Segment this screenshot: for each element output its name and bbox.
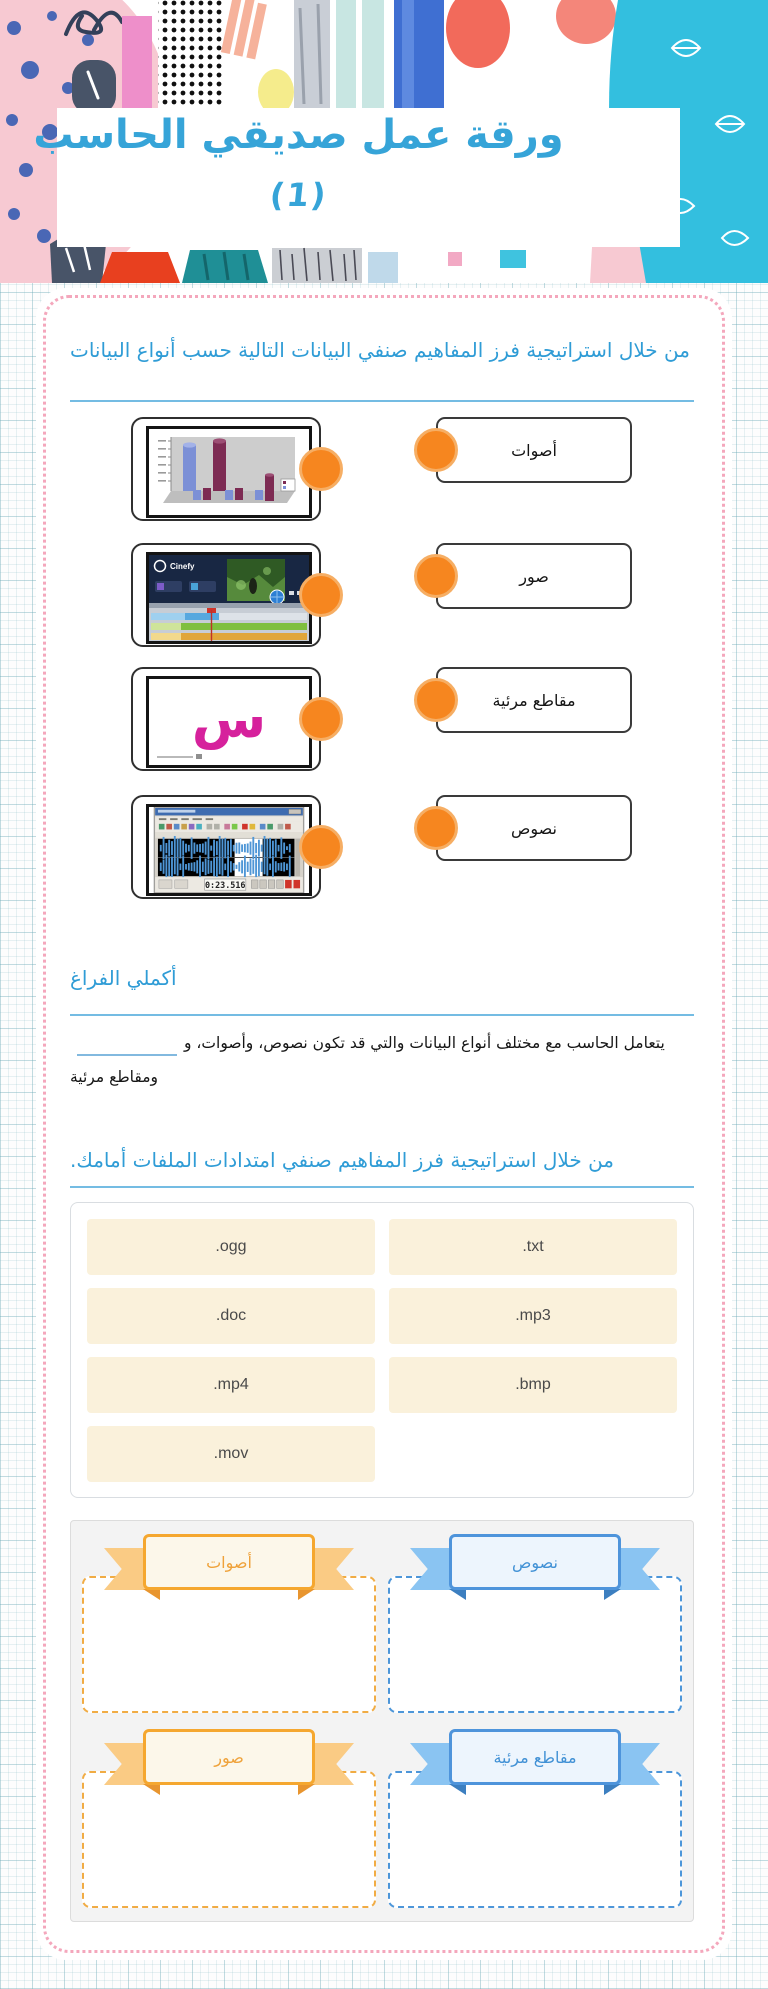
match-handle-label-2[interactable] [414, 554, 458, 598]
match-label-box-sounds[interactable] [436, 417, 632, 483]
worksheet-header [33, 104, 680, 247]
ribbon-banner [410, 1534, 660, 1604]
match-label-box-videos[interactable] [436, 667, 632, 733]
extension-tile-doc[interactable]: .doc [87, 1288, 375, 1344]
fill-blank-input[interactable] [77, 1032, 177, 1056]
zone-label-sounds: أصوات [143, 1534, 315, 1590]
worksheet-card [36, 288, 732, 1960]
match-handle-image-2[interactable] [299, 573, 343, 617]
ribbon-fold-right [298, 1589, 315, 1600]
ribbon-banner [104, 1729, 354, 1799]
sentence-after-blank: ومقاطع مرئية [70, 1068, 159, 1086]
section-title-extensions: من خلال استراتيجية فرز المفاهيم صنفي امتدادات الملفات أمامك. [70, 1148, 615, 1172]
ribbon-banner [104, 1534, 354, 1604]
match-image-card-bar-chart[interactable] [131, 417, 321, 521]
zone-label-texts: نصوص [449, 1534, 621, 1590]
bar-chart-image [146, 426, 312, 518]
extension-tile-mov[interactable]: .mov [87, 1426, 375, 1482]
match-handle-image-1[interactable] [299, 447, 343, 491]
match-image-card-video-editor[interactable] [131, 543, 321, 647]
drop-zone-videos [386, 1725, 684, 1912]
drop-zone-sounds [80, 1530, 378, 1717]
match-label: نصوص [511, 818, 557, 838]
fill-blank-sentence [70, 1026, 694, 1094]
match-handle-label-1[interactable] [414, 428, 458, 472]
ribbon-fold-right [604, 1784, 621, 1795]
match-image-card-audio-editor[interactable] [131, 795, 321, 899]
ribbon-fold-left [449, 1784, 466, 1795]
section-rule [70, 400, 694, 402]
section-rule [70, 1186, 694, 1188]
section-title-match: من خلال استراتيجية فرز المفاهيم صنفي البيانات التالية حسب أنواع البيانات [70, 338, 690, 362]
extension-tile-txt[interactable]: .txt [389, 1219, 677, 1275]
video-editor-brand: Cinefy [170, 562, 195, 571]
drop-zone-images [80, 1725, 378, 1912]
match-label: صور [519, 566, 549, 586]
match-label: مقاطع مرئية [492, 690, 576, 710]
ribbon-fold-right [298, 1784, 315, 1795]
ribbon-fold-left [143, 1589, 160, 1600]
ribbon-fold-right [604, 1589, 621, 1600]
sort-zones-panel [70, 1520, 694, 1922]
match-label-box-images[interactable] [436, 543, 632, 609]
extension-tile-ogg[interactable]: .ogg [87, 1219, 375, 1275]
sentence-before-blank: يتعامل الحاسب مع مختلف أنواع البيانات والتي قد تكون نصوص، وأصوات، و [184, 1034, 665, 1052]
zone-label-images: صور [143, 1729, 315, 1785]
video-editor-image [146, 552, 312, 644]
match-label: أصوات [511, 440, 557, 460]
worksheet-title: ورقة عمل صديقي الحاسب [33, 112, 564, 158]
ribbon-fold-left [449, 1589, 466, 1600]
match-handle-label-3[interactable] [414, 678, 458, 722]
audio-timestamp: 0:23.516 [205, 879, 246, 890]
worksheet-title-number: (1) [267, 176, 330, 214]
ribbon-fold-left [143, 1784, 160, 1795]
extension-tile-mp3[interactable]: .mp3 [389, 1288, 677, 1344]
letter-seen-glyph: س [191, 687, 267, 750]
audio-editor-image [146, 804, 312, 896]
extensions-board [70, 1202, 694, 1498]
match-image-card-letter[interactable] [131, 667, 321, 771]
match-handle-label-4[interactable] [414, 806, 458, 850]
ribbon-banner [410, 1729, 660, 1799]
match-handle-image-3[interactable] [299, 697, 343, 741]
drop-zone-texts [386, 1530, 684, 1717]
section-rule [70, 1014, 694, 1016]
zone-label-videos: مقاطع مرئية [449, 1729, 621, 1785]
extension-tile-bmp[interactable]: .bmp [389, 1357, 677, 1413]
arabic-letter-image [146, 676, 312, 768]
section-title-fill-blank: أكملي الفراغ [70, 966, 177, 990]
extension-tile-mp4[interactable]: .mp4 [87, 1357, 375, 1413]
match-handle-image-4[interactable] [299, 825, 343, 869]
match-label-box-texts[interactable] [436, 795, 632, 861]
